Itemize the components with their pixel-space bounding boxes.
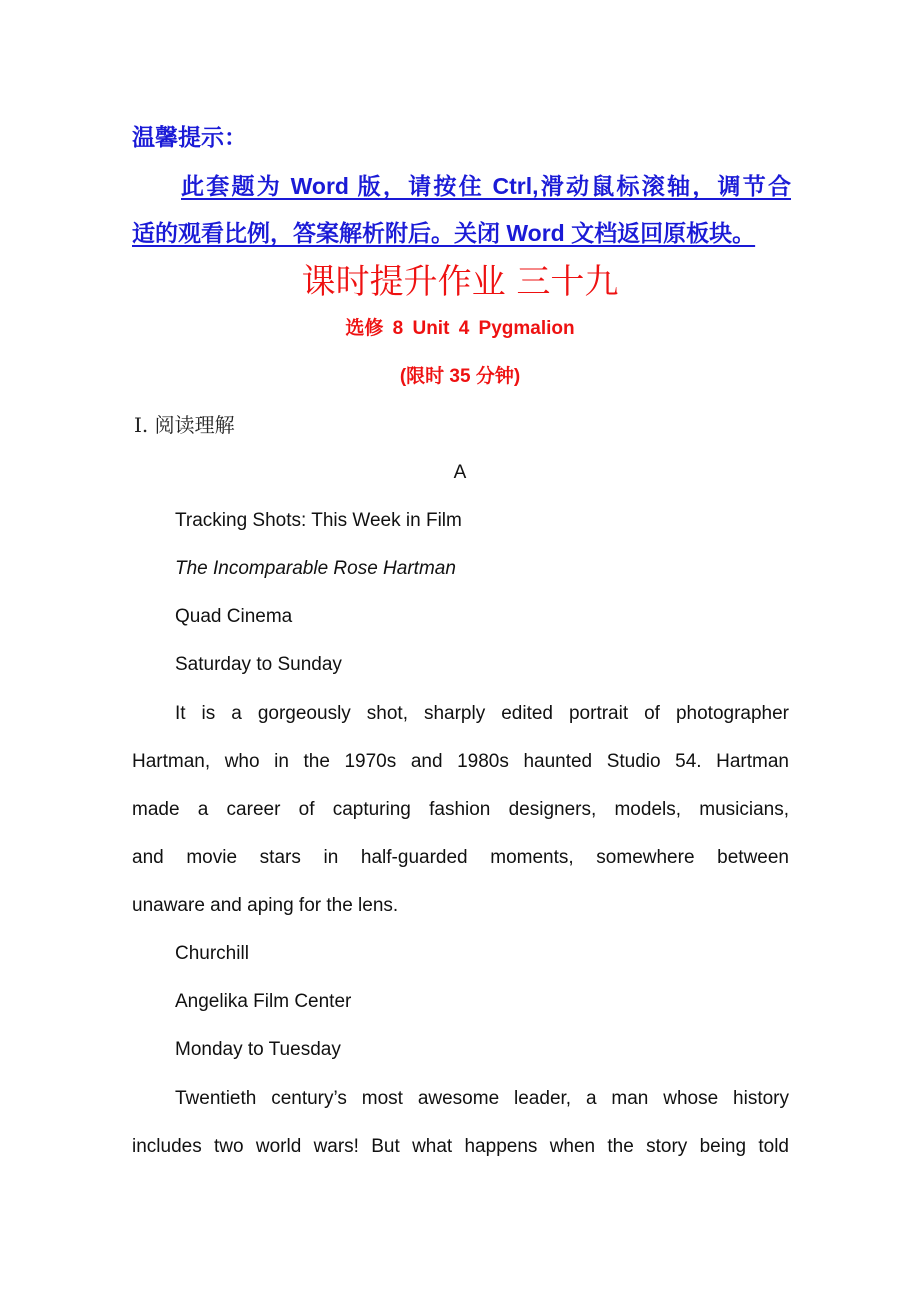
paragraph-line: Hartman, who in the 1970s and 1980s haunted Studio 54. Hartman bbox=[132, 751, 789, 772]
paragraph-line: It is a gorgeously shot, sharply edited portrait of photographer bbox=[175, 703, 789, 724]
paragraph-line: and movie stars in half-guarded moments, somewhere between bbox=[132, 847, 789, 868]
passage-label: A bbox=[453, 462, 467, 483]
film-name: The Incomparable Rose Hartman bbox=[175, 558, 456, 579]
page-subtitle: 选修 8 Unit 4 Pygmalion bbox=[345, 318, 575, 339]
notice-link-line-1[interactable]: 此套题为 Word 版，请按住 Ctrl,滑动鼠标滚轴，调节合 bbox=[181, 173, 791, 199]
film-venue: Quad Cinema bbox=[175, 606, 293, 627]
notice-link-line-2[interactable]: 适的观看比例，答案解析附后。关闭 Word 文档返回原板块。 bbox=[132, 220, 756, 246]
film-name: Churchill bbox=[175, 943, 249, 964]
time-limit: (限时 35 分钟) bbox=[399, 366, 521, 387]
section-heading: Ⅰ. 阅读理解 bbox=[134, 413, 235, 437]
paragraph-line: unaware and aping for the lens. bbox=[132, 895, 399, 916]
page-title: 课时提升作业 三十九 bbox=[301, 262, 619, 302]
paragraph-line: includes two world wars! But what happens when the story being told bbox=[132, 1136, 789, 1157]
film-dates: Monday to Tuesday bbox=[175, 1039, 341, 1060]
paragraph-line: Twentieth century’s most awesome leader, a man whose history bbox=[175, 1088, 789, 1109]
film-dates: Saturday to Sunday bbox=[175, 654, 342, 675]
film-venue: Angelika Film Center bbox=[175, 991, 352, 1012]
passage-title: Tracking Shots: This Week in Film bbox=[175, 510, 462, 531]
paragraph-line: made a career of capturing fashion designers, models, musicians, bbox=[132, 799, 789, 820]
notice-title: 温馨提示： bbox=[132, 124, 247, 150]
